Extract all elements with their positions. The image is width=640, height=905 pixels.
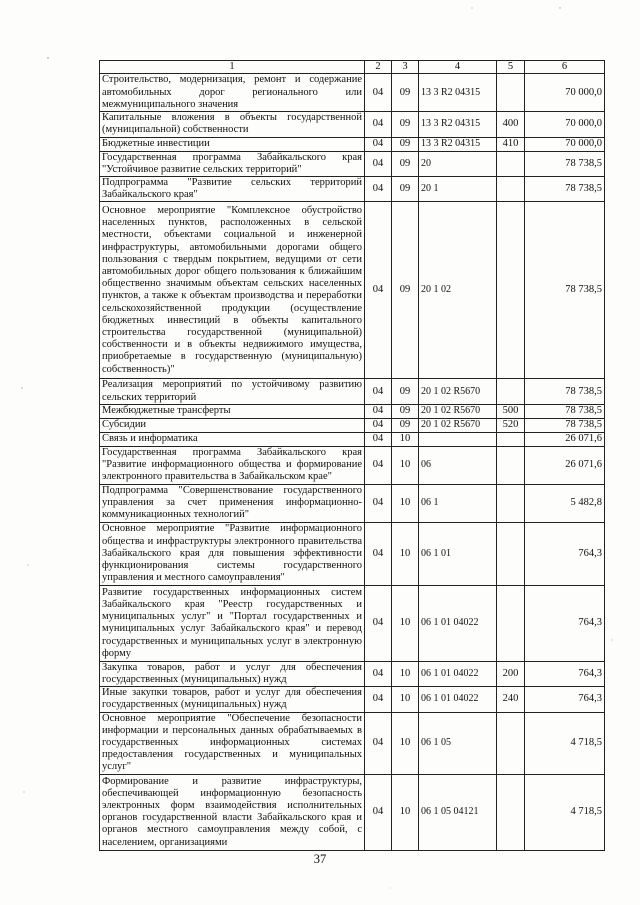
row-pr: 09: [392, 202, 419, 379]
table-row: [100, 774, 605, 850]
table-row: [100, 712, 605, 774]
row-sum: 78 738,5: [525, 379, 605, 404]
row-vr: 500: [497, 404, 525, 418]
row-pr: 09: [392, 379, 419, 404]
row-pr: 09: [392, 418, 419, 432]
table-row: [100, 112, 605, 137]
row-rz: 04: [365, 418, 392, 432]
row-csr: 06 1 01 04022: [419, 687, 497, 712]
row-rz: 04: [365, 74, 392, 112]
row-rz: 04: [365, 585, 392, 661]
row-vr: [497, 202, 525, 379]
row-pr: 09: [392, 112, 419, 137]
row-name: Основное мероприятие "Обеспечение безопасности информации и персональных данных обрабатываемых в государственных информационных системах предоставления государственных и муниципальных услуг": [100, 712, 365, 774]
row-vr: [497, 484, 525, 522]
row-csr: 13 3 R2 04315: [419, 112, 497, 137]
row-vr: [497, 585, 525, 661]
table-row: [100, 202, 605, 379]
row-vr: 400: [497, 112, 525, 137]
page-number: 37: [313, 852, 327, 866]
row-rz: 04: [365, 112, 392, 137]
row-rz: 04: [365, 151, 392, 176]
row-vr: [497, 774, 525, 850]
row-name: Подпрограмма "Развитие сельских территорий Забайкальского края": [100, 177, 365, 202]
row-pr: 09: [392, 177, 419, 202]
row-rz: 04: [365, 661, 392, 686]
row-name: Формирование и развитие инфраструктуры, обеспечивающей информационную безопасность электронных форм взаимодействия исполнительных органов государственной власти Забайкальского края и органов местного самоуправления между собой, с населением, организациями: [100, 774, 365, 850]
row-rz: 04: [365, 404, 392, 418]
row-rz: 04: [365, 446, 392, 484]
row-vr: [497, 74, 525, 112]
row-rz: 04: [365, 202, 392, 379]
table-row: [100, 661, 605, 686]
row-pr: 10: [392, 687, 419, 712]
row-csr: 06 1 05 04121: [419, 774, 497, 850]
row-csr: 20 1 02 R5670: [419, 379, 497, 404]
row-name: Строительство, модернизация, ремонт и содержание автомобильных дорог регионального или межмуниципального значения: [100, 74, 365, 112]
row-vr: [497, 712, 525, 774]
row-sum: 4 718,5: [525, 712, 605, 774]
row-pr: 09: [392, 151, 419, 176]
table-row: [100, 446, 605, 484]
row-sum: 78 738,5: [525, 151, 605, 176]
header-col-1: 1: [100, 61, 365, 74]
table-row: [100, 137, 605, 151]
row-rz: 04: [365, 432, 392, 446]
row-rz: 04: [365, 484, 392, 522]
row-csr: 20: [419, 151, 497, 176]
table-row: [100, 484, 605, 522]
table-row: [100, 404, 605, 418]
row-name: Основное мероприятие "Комплексное обустройство населенных пунктов, расположенных в сельской местности, объектами социальной и инженерной инфраструктуры, автомобильными дорогами общего пользования с твердым покрытием, ведущими от сети автомобильных дорог общего пользования к ближайшим общественно значимым объектам сельских населенных пунктов, а также к объектам производства и переработки сельскохозяйственной продукции (осуществление бюджетных инвестиций в объекты капитального строительства государственной (муниципальной) собственности и в объекты недвижимого имущества, приобретаемые в государственную (муниципальную) собственность)": [100, 202, 365, 379]
row-sum: 764,3: [525, 585, 605, 661]
row-sum: 70 000,0: [525, 74, 605, 112]
row-name: Связь и информатика: [100, 432, 365, 446]
table-row: [100, 522, 605, 585]
row-name: Государственная программа Забайкальского края "Устойчивое развитие сельских территорий": [100, 151, 365, 176]
row-vr: 410: [497, 137, 525, 151]
row-pr: 10: [392, 484, 419, 522]
row-pr: 10: [392, 712, 419, 774]
row-pr: 10: [392, 522, 419, 585]
row-pr: 10: [392, 585, 419, 661]
row-sum: 70 000,0: [525, 137, 605, 151]
row-name: Иные закупки товаров, работ и услуг для обеспечения государственных (муниципальных) нужд: [100, 687, 365, 712]
row-sum: 78 738,5: [525, 177, 605, 202]
row-vr: [497, 522, 525, 585]
row-pr: 10: [392, 432, 419, 446]
row-rz: 04: [365, 379, 392, 404]
row-pr: 09: [392, 74, 419, 112]
row-sum: 26 071,6: [525, 432, 605, 446]
row-csr: 06: [419, 446, 497, 484]
row-name: Подпрограмма "Совершенствование государственного управления за счет применения информационно-коммуникационных технологий": [100, 484, 365, 522]
row-sum: 764,3: [525, 687, 605, 712]
row-sum: 78 738,5: [525, 418, 605, 432]
table-row: [100, 585, 605, 661]
row-rz: 04: [365, 522, 392, 585]
row-rz: 04: [365, 774, 392, 850]
row-vr: 520: [497, 418, 525, 432]
row-name: Межбюджетные трансферты: [100, 404, 365, 418]
row-sum: 5 482,8: [525, 484, 605, 522]
table-row: [100, 74, 605, 112]
row-vr: [497, 446, 525, 484]
row-name: Развитие государственных информационных систем Забайкальского края "Реестр государственных и муниципальных услуг" и "Портал государственных и муниципальных услуг Забайкальского края" и перевод государственных и муниципальных услуг в электронную форму: [100, 585, 365, 661]
row-sum: 78 738,5: [525, 202, 605, 379]
table-row: [100, 418, 605, 432]
row-pr: 09: [392, 137, 419, 151]
row-rz: 04: [365, 137, 392, 151]
row-csr: 20 1: [419, 177, 497, 202]
row-csr: 20 1 02 R5670: [419, 418, 497, 432]
row-sum: 78 738,5: [525, 404, 605, 418]
row-rz: 04: [365, 712, 392, 774]
row-sum: 4 718,5: [525, 774, 605, 850]
row-sum: 70 000,0: [525, 112, 605, 137]
table-body: [100, 74, 605, 850]
row-csr: 06 1: [419, 484, 497, 522]
row-rz: 04: [365, 177, 392, 202]
row-name: Закупка товаров, работ и услуг для обеспечения государственных (муниципальных) нужд: [100, 661, 365, 686]
row-vr: [497, 151, 525, 176]
table-row: [100, 687, 605, 712]
row-name: Государственная программа Забайкальского края "Развитие информационного общества и формирование электронного правительства в Забайкальском крае": [100, 446, 365, 484]
row-csr: 13 3 R2 04315: [419, 74, 497, 112]
row-csr: 06 1 01: [419, 522, 497, 585]
table-row: [100, 379, 605, 404]
row-csr: 06 1 01 04022: [419, 585, 497, 661]
row-name: Субсидии: [100, 418, 365, 432]
row-csr: 13 3 R2 04315: [419, 137, 497, 151]
row-csr: 06 1 05: [419, 712, 497, 774]
row-name: Реализация мероприятий по устойчивому развитию сельских территорий: [100, 379, 365, 404]
table-row: [100, 151, 605, 176]
row-pr: 10: [392, 661, 419, 686]
row-csr: [419, 432, 497, 446]
header-col-4: 4: [419, 61, 497, 74]
row-name: Бюджетные инвестиции: [100, 137, 365, 151]
row-rz: 04: [365, 687, 392, 712]
row-sum: 764,3: [525, 522, 605, 585]
row-vr: [497, 177, 525, 202]
row-vr: [497, 432, 525, 446]
row-vr: 240: [497, 687, 525, 712]
table-row: [100, 432, 605, 446]
row-vr: 200: [497, 661, 525, 686]
header-col-3: 3: [392, 61, 419, 74]
row-name: Капитальные вложения в объекты государственной (муниципальной) собственности: [100, 112, 365, 137]
table-row: [100, 177, 605, 202]
row-pr: 10: [392, 446, 419, 484]
row-sum: 764,3: [525, 661, 605, 686]
row-pr: 10: [392, 774, 419, 850]
row-name: Основное мероприятие "Развитие информационного общества и инфраструктуры электронного правительства Забайкальского края для повышения эффективности функционирования системы государственного управления и местного самоуправления": [100, 522, 365, 585]
row-sum: 26 071,6: [525, 446, 605, 484]
header-col-5: 5: [497, 61, 525, 74]
row-csr: 20 1 02: [419, 202, 497, 379]
row-csr: 06 1 01 04022: [419, 661, 497, 686]
row-pr: 09: [392, 404, 419, 418]
header-col-2: 2: [365, 61, 392, 74]
budget-table: [99, 60, 605, 851]
row-vr: [497, 379, 525, 404]
table-header-row: [100, 61, 605, 74]
row-csr: 20 1 02 R5670: [419, 404, 497, 418]
header-col-6: 6: [525, 61, 605, 74]
